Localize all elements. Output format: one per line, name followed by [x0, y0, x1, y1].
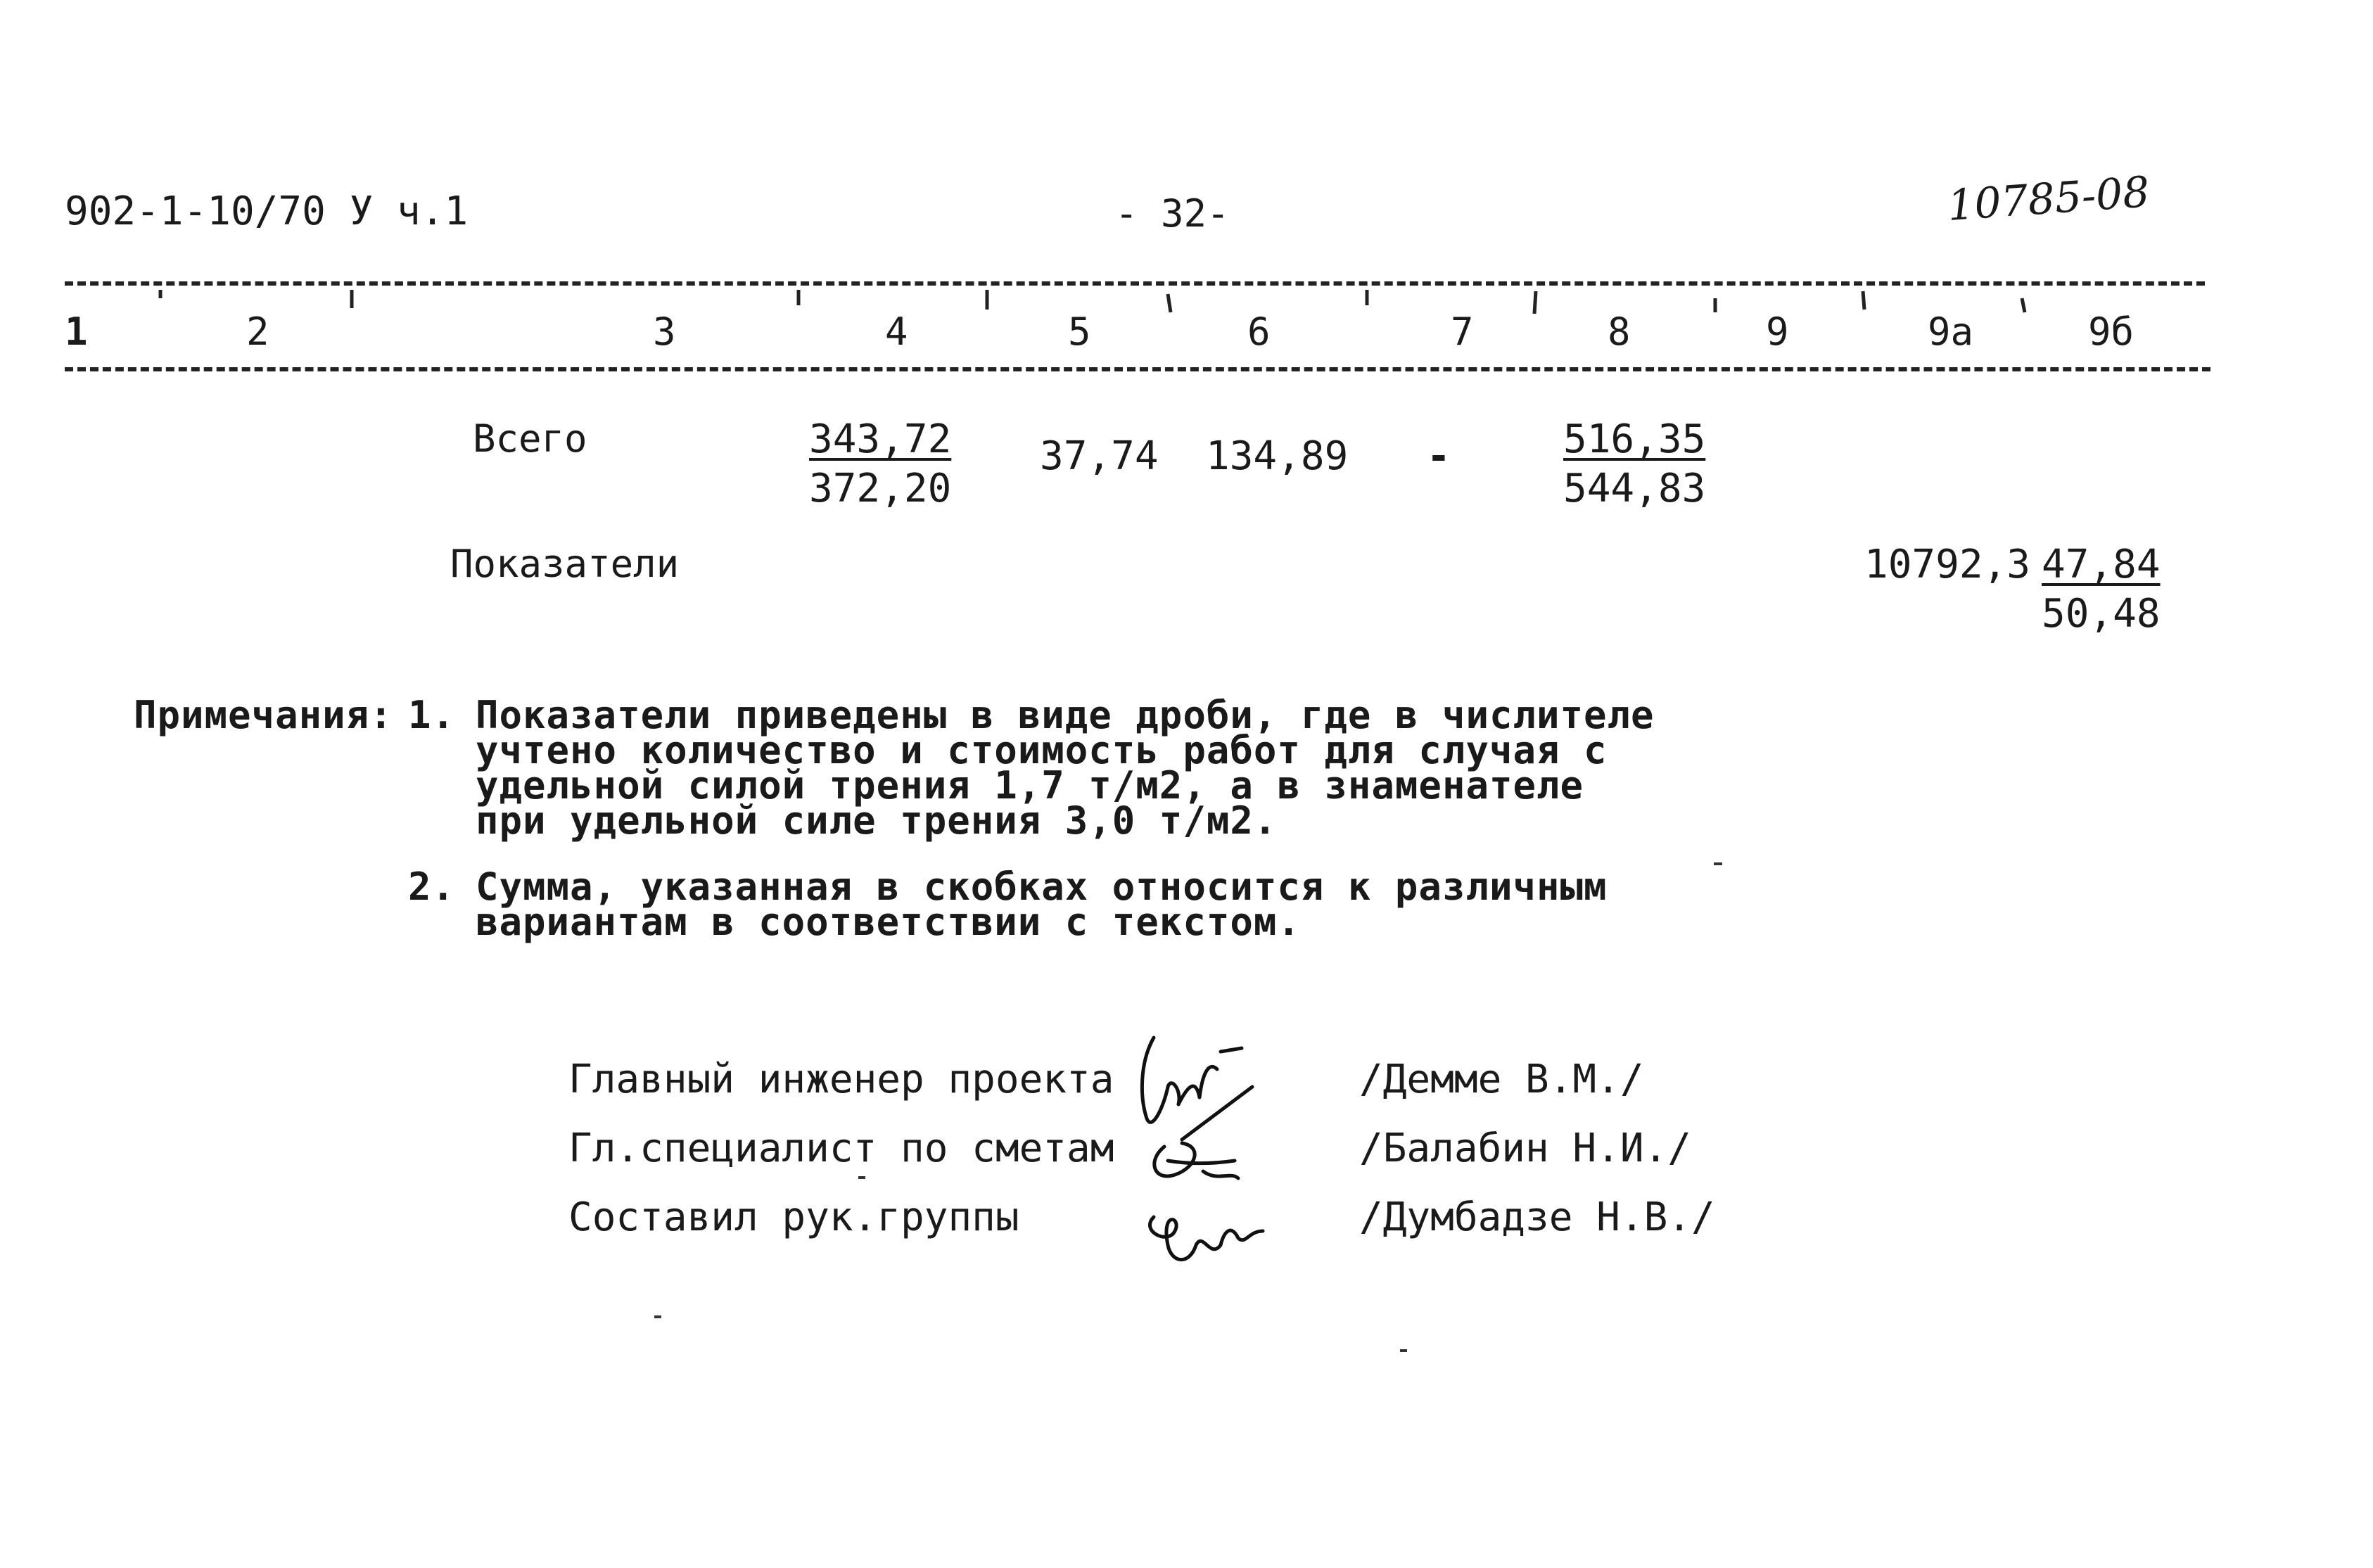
- total-col4-denominator: 372,20: [809, 466, 952, 511]
- page-number: - 32-: [1115, 191, 1230, 236]
- scan-speck: [1714, 862, 1722, 865]
- column-header-5: 5: [1068, 310, 1091, 354]
- notes-title: Примечания:: [134, 693, 393, 737]
- indicators-row-label: Показатели: [450, 542, 680, 586]
- column-header-3: 3: [653, 310, 676, 354]
- scan-speck: [654, 1315, 661, 1318]
- scan-speck: [858, 1176, 865, 1179]
- indicators-col9b-numerator: 47,84: [2042, 542, 2161, 587]
- signature-name-group-lead: /Думбадзе Н.В./: [1359, 1194, 1715, 1240]
- column-header-4: 4: [885, 310, 908, 354]
- scan-speck: [1400, 1349, 1407, 1352]
- column-header-9: 9: [1766, 310, 1789, 354]
- column-header-1: 1: [65, 310, 88, 354]
- note-1-number: 1.: [408, 693, 456, 737]
- column-header-6: 6: [1247, 310, 1271, 354]
- total-col5: 37,74: [1040, 433, 1159, 479]
- signature-role-group-lead: Составил рук.группы: [568, 1194, 1019, 1240]
- note-1-line: учтено количество и стоимость работ для случая с: [476, 728, 1608, 772]
- stamp-number: 10785-08: [1945, 167, 2151, 231]
- total-col7: -: [1427, 433, 1451, 479]
- column-header-8: 8: [1608, 310, 1631, 354]
- note-1-line: удельной силой трения 1,7 т/м2, а в знаменателе: [476, 763, 1584, 808]
- total-col8-denominator: 544,83: [1563, 466, 1706, 511]
- note-2-line: вариантам в соответствии с текстом.: [476, 900, 1301, 944]
- column-header-7: 7: [1451, 310, 1474, 354]
- document-code: 902-1-10/70 У ч.1: [65, 189, 469, 234]
- total-col6: 134,89: [1206, 433, 1349, 479]
- signature-name-chief-engineer: /Демме В.М./: [1359, 1057, 1644, 1102]
- column-header-9a: 9а: [1928, 310, 1974, 354]
- total-col4-numerator: 343,72: [809, 416, 952, 462]
- indicators-col9a: 10792,3: [1864, 542, 2031, 587]
- note-1-line: при удельной силе трения 3,0 т/м2.: [476, 798, 1278, 843]
- signature-role-estimates-specialist: Гл.специалист по сметам: [568, 1126, 1114, 1171]
- note-2-number: 2.: [408, 865, 456, 909]
- column-header-2: 2: [246, 310, 269, 354]
- note-1-line: Показатели приведены в виде дроби, где в числителе: [476, 693, 1655, 737]
- signature-name-estimates-specialist: /Балабин Н.И./: [1359, 1126, 1692, 1171]
- indicators-col9b-denominator: 50,48: [2042, 591, 2161, 637]
- total-row-label: Всего: [473, 416, 587, 461]
- signature-role-chief-engineer: Главный инженер проекта: [568, 1057, 1114, 1102]
- column-header-9b: 9б: [2088, 310, 2135, 354]
- note-2-line: Сумма, указанная в скобках относится к различным: [476, 865, 1608, 909]
- total-col8-numerator: 516,35: [1563, 416, 1706, 462]
